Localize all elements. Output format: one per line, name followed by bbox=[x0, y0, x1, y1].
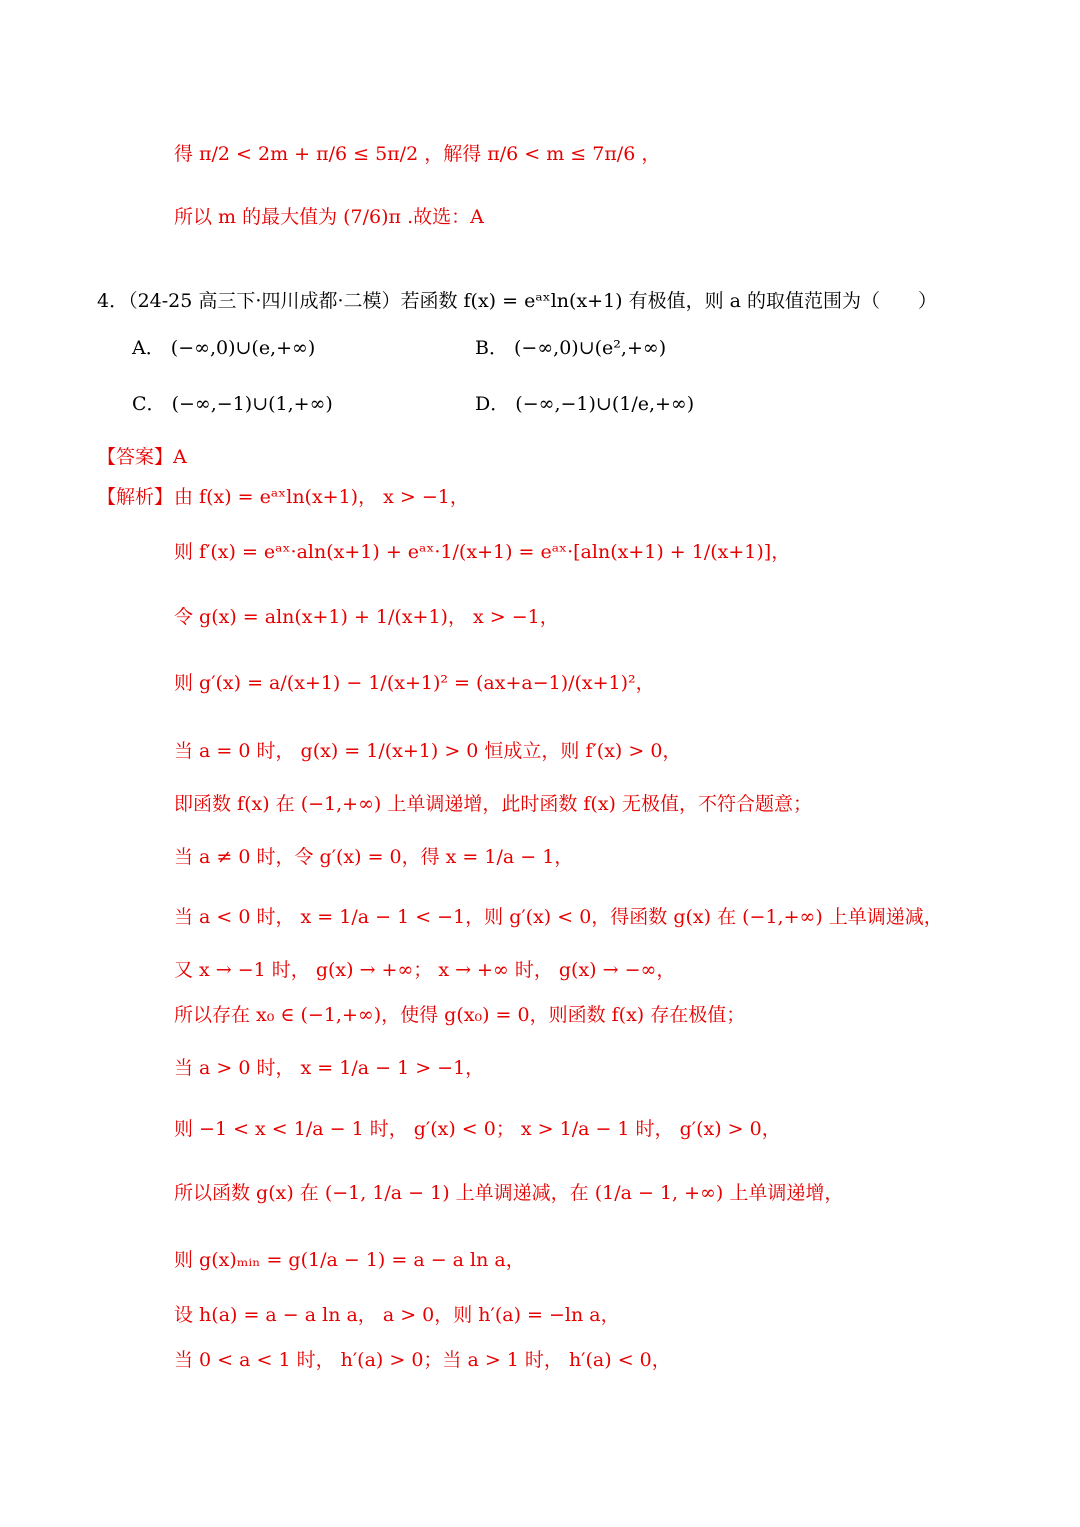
option-d-value: (−∞,−1)∪(1/e,+∞) bbox=[515, 393, 695, 415]
analysis-line: 即函数 f(x) 在 (−1,+∞) 上单调递增，此时函数 f(x) 无极值，不符合题意； bbox=[174, 793, 813, 815]
analysis-line: 所以存在 x₀ ∈ (−1,+∞)，使得 g(x₀) = 0，则函数 f(x) 存在极值； bbox=[174, 1004, 746, 1026]
option-d bbox=[475, 393, 694, 415]
analysis-line: 则 g′(x) = a/(x+1) − 1/(x+1)² = (ax+a−1)/(x+1)²， bbox=[174, 672, 655, 694]
analysis-line: 当 a ≠ 0 时，令 g′(x) = 0，得 x = 1/a − 1， bbox=[174, 846, 574, 868]
answer-value: A bbox=[173, 446, 187, 468]
analysis-line: 则 g(x)ₘᵢₙ = g(1/a − 1) = a − a ln a， bbox=[174, 1249, 525, 1271]
answer bbox=[97, 446, 187, 468]
analysis-line: 令 g(x) = aln(x+1) + 1/(x+1)， x > −1， bbox=[174, 606, 559, 628]
option-a-value: (−∞,0)∪(e,+∞) bbox=[170, 337, 316, 359]
analysis-line: 由 f(x) = eᵃˣln(x+1)， x > −1， bbox=[174, 486, 469, 508]
prev-solution-line-1: 得 π/2 < 2m + π/6 ≤ 5π/2 ，解得 π/6 < m ≤ 7π/6 ， bbox=[174, 143, 661, 165]
analysis-line: 则 −1 < x < 1/a − 1 时， g′(x) < 0； x > 1/a − 1 时， g′(x) > 0， bbox=[174, 1118, 781, 1140]
analysis-line: 设 h(a) = a − a ln a， a > 0，则 h′(a) = −ln a， bbox=[174, 1304, 620, 1326]
option-a-label: A． bbox=[132, 337, 165, 359]
analysis-line: 当 0 < a < 1 时， h′(a) > 0；当 a > 1 时， h′(a) < 0， bbox=[174, 1349, 671, 1371]
analysis-line: 当 a = 0 时， g(x) = 1/(x+1) > 0 恒成立，则 f′(x) > 0， bbox=[174, 740, 682, 762]
option-b bbox=[475, 337, 666, 359]
analysis-line: 所以函数 g(x) 在 (−1, 1/a − 1) 上单调递减，在 (1/a − 1, +∞) 上单调递增， bbox=[174, 1182, 844, 1204]
option-b-label: B． bbox=[475, 337, 508, 359]
analysis-line: 又 x → −1 时， g(x) → +∞； x → +∞ 时， g(x) → −∞， bbox=[174, 959, 676, 981]
option-b-value: (−∞,0)∪(e²,+∞) bbox=[514, 337, 667, 359]
option-a bbox=[132, 337, 315, 359]
analysis-tag: 【解析】 bbox=[97, 486, 174, 508]
analysis-line: 当 a < 0 时， x = 1/a − 1 < −1，则 g′(x) < 0，得函数 g(x) 在 (−1,+∞) 上单调递减， bbox=[174, 906, 943, 928]
option-d-label: D． bbox=[475, 393, 510, 415]
analysis-line: 当 a > 0 时， x = 1/a − 1 > −1， bbox=[174, 1057, 485, 1079]
option-c-label: C． bbox=[132, 393, 166, 415]
prev-solution-line-2: 所以 m 的最大值为 (7/6)π .故选：A bbox=[174, 206, 484, 228]
option-c-value: (−∞,−1)∪(1,+∞) bbox=[171, 393, 333, 415]
analysis-line: 则 f′(x) = eᵃˣ·aln(x+1) + eᵃˣ·1/(x+1) = eᵃˣ·[aln(x+1) + 1/(x+1)]， bbox=[174, 541, 791, 563]
question-stem: 4．（24-25 高三下·四川成都·二模）若函数 f(x) = eᵃˣln(x+1) 有极值，则 a 的取值范围为（ ） bbox=[97, 290, 938, 312]
option-c bbox=[132, 393, 333, 415]
answer-tag: 【答案】 bbox=[97, 446, 174, 468]
